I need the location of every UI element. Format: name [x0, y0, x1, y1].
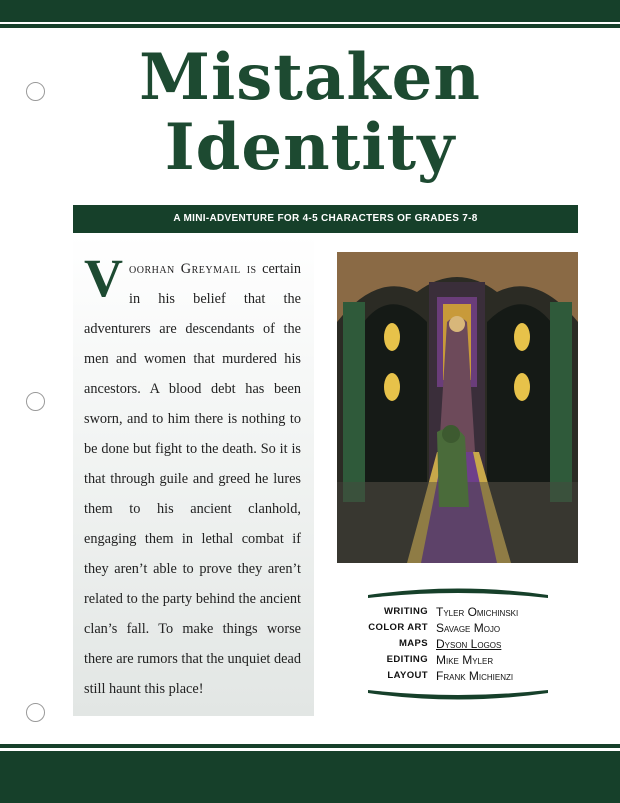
credit-role: MAPS	[398, 638, 428, 649]
cover-illustration	[337, 252, 578, 563]
title-line-1: Mistaken	[139, 40, 481, 115]
title-line-2: Identity	[164, 110, 456, 185]
credits-block	[340, 604, 600, 684]
credit-row	[340, 636, 600, 652]
binder-hole-bottom	[26, 703, 45, 722]
intro-text	[84, 248, 302, 704]
credit-row	[340, 668, 600, 684]
bottom-border	[0, 751, 620, 803]
drop-cap: V	[84, 248, 123, 308]
intro-body: certain in his belief that the adventurers are descendants of the men and women that murdered his ancestors. A blood debt has been sworn, and to him there is nothing to be done but fight to the death. So it is that through guile and greed he lures them to his ancient clanhold, engaging them in lethal combat if they aren’t able to prove they aren’t related to the party behind the ancient clan’s fall. To make things worse there are rumors that the unquiet dead still haunt this place!	[84, 261, 302, 697]
credit-role: EDITING	[386, 654, 428, 665]
credits-bottom-ornament	[368, 690, 548, 704]
subtitle-banner: A MINI-ADVENTURE FOR 4-5 CHARACTERS OF GRADES 7-8	[73, 205, 578, 233]
credit-name: Savage Mojo	[436, 621, 501, 635]
credit-row	[340, 652, 600, 668]
credit-role: LAYOUT	[387, 670, 428, 681]
credit-name: Mike Myler	[436, 653, 494, 667]
intro-lead: oorhan Greymail is	[129, 261, 257, 277]
top-border-line	[0, 24, 620, 28]
credit-role: WRITING	[384, 606, 428, 617]
credit-row	[340, 620, 600, 636]
maps-credit-link[interactable]: Dyson Logos	[436, 637, 502, 651]
top-border	[0, 0, 620, 22]
credit-name: Frank Michienzi	[436, 669, 514, 683]
bottom-border-line	[0, 744, 620, 748]
credit-row	[340, 604, 600, 620]
credits-top-ornament	[368, 584, 548, 598]
binder-hole-middle	[26, 392, 45, 411]
credit-name: Tyler Omichinski	[436, 605, 519, 619]
credit-role: COLOR ART	[368, 622, 428, 633]
